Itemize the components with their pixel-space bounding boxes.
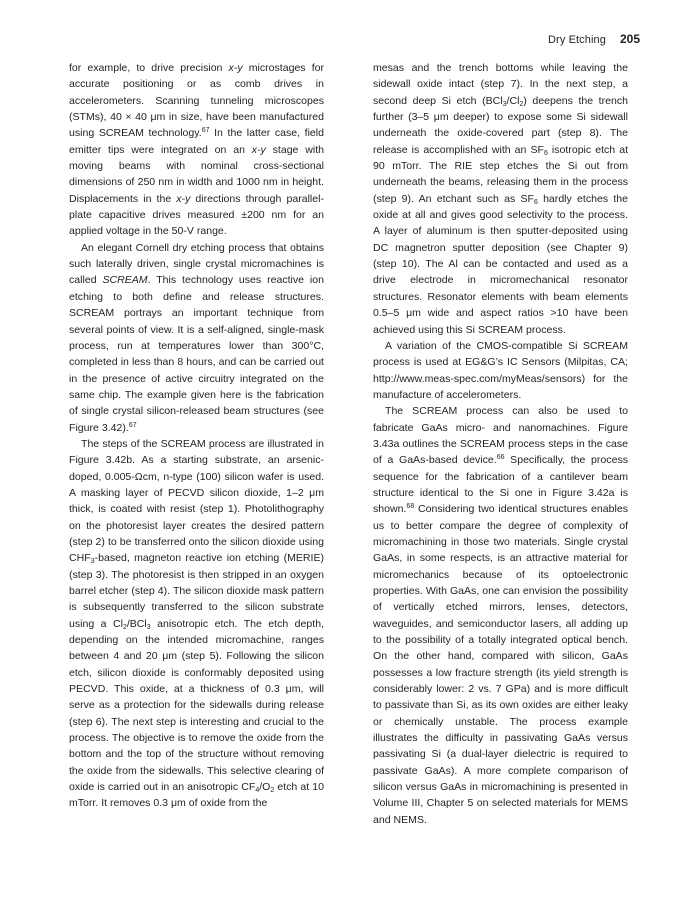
paragraph-scream-intro: An elegant Cornell dry etching process that obtains such laterally driven, single crystal micromachines is called SCREAM. This technology uses reactive ion etching to both define and release structures. SCREAM portrays an important technique from several points of view. It is a self-aligned, single-mask process, run at temperatures lower than 300°C, completed in less than 8 hours, and can be carried out in the presence of active circuitry integrated on the same chip. The example given here is the fabrication of single crystal silicon-released beam structures (see Figure 3.42).$^{67}$ xyxy=(69,241,324,434)
paragraph-gaas: The SCREAM process can also be used to fabricate GaAs micro- and nanomachines. Figure 3.43a outlines the SCREAM process steps in the case of a GaAs-based device.$^{66}$ Specifically, the process sequence for the fabrication of a cantilever beam structure identical to the Si one in Figure 3.42a is shown.$^{68}$ Considering two identical structures enables us to better compare the degree of complexity of micromachining in those two materials. Single crystal GaAs, in some respects, is an attractive material for micromechanics because of its optoelectronic properties. With GaAs, one can envision the possibility of vertically etched mirrors, lenses, detectors, waveguides, and semiconductor lasers, all adding up to the possibility of a totally integrated optical bench. On the other hand, compared with silicon, GaAs possesses a low fracture strength (its yield strength is considerably lower: 2 vs. 7 GPa) and is more difficult to passivate than Si, as its own oxides are either leaky or chemically unstable. The process example illustrates the difficulty in passivating GaAs versus passivating Si (a dual-layer dielectric is required to passivate GaAs). A more complete comparison of silicon versus GaAs in micromachining is presented in Volume III, Chapter 5 on selected materials for MEMS and NEMS. xyxy=(373,405,628,826)
right-column xyxy=(373,60,628,828)
paragraph-scream-steps: The steps of the SCREAM process are illustrated in Figure 3.42b. As a starting substrate, an arsenic-doped, 0.005-Ωcm, n-type (100) silicon wafer is used. A masking layer of PECVD silicon dioxide, 1–2 μm thick, is coated with resist (step 1). Photolithography on the photoresist layer creates the desired pattern (step 2) to be transferred onto the silicon dioxide using $CHF_3$-based, magneton reactive ion etching (MERIE) (step 3). The photoresist is then stripped in an oxygen barrel etcher (step 4). The silicon dioxide mask pattern is subsequently transferred to the silicon substrate using a $Cl_2/BCl_3$ anisotropic etch. The etch depth, depending on the intended micromachine, ranges between 4 and 20 μm (step 5). Following the silicon etch, silicon dioxide is conformably deposited using PECVD. This oxide, at a thickness of 0.3 μm, will serve as a protection for the sidewalls during release (step 6). The next step is interesting and crucial to the process. The objective is to remove the oxide from the bottom and the top of the structure without removing the oxide from the sidewalls. This selective clearing of oxide is carried out in an anisotropic $CF_4/O_2$ etch at 10 mTorr. It removes 0.3 μm of oxide from the xyxy=(69,437,325,810)
paragraph-scream-release: mesas and the trench bottoms while leaving the sidewall oxide intact (step 7). In the next step, a second deep Si etch $(BCl_3/Cl_2)$ deepens the trench further (3–5 μm deeper) to expose some Si sidewall underneath the oxide-covered part (step 8). The release is accomplished with an $SF_6$ isotropic etch at 90 mTorr. The RIE step etches the Si out from underneath the beams, releasing them in the process (step 9). An etchant such as $SF_6$ hardly etches the oxide at all and gives good selectivity to the process. A layer of aluminum is then sputter-deposited using DC magnetron sputter deposition (see Chapter 9) (step 10). The Al can be contacted and used as a drive electrode in micromechanical resonator structures. Resonator elements with beam elements 0.5–5 μm wide and aspect ratios >10 have been achieved using this Si SCREAM process. xyxy=(373,62,629,336)
page-header xyxy=(548,32,640,46)
running-head: Dry Etching xyxy=(548,34,606,46)
paragraph-stm: for example, to drive precision x-y microstages for accurate positioning or as comb drives in accelerometers. Scanning tunneling microscopes (STMs), 40 × 40 μm in size, have been manufactured using SCREAM technology.$^{67}$ In the latter case, field emitter tips were integrated on an x-y stage with moving beams with nominal cross-sectional dimensions of 250 nm in width and 1000 nm in height. Displacements in the x-y directions through parallel-plate capacitive drives measured ±200 nm for an applied voltage in the 50-V range. xyxy=(69,62,324,238)
page-number: 205 xyxy=(619,32,640,46)
paragraph-cmos-variation: A variation of the CMOS-compatible Si SCREAM process is used at EG&G’s IC Sensors (Milpitas, CA; http://www.meas-spec.com/myMeas/sensors) for the manufacture of accelerometers. xyxy=(373,339,628,401)
left-column xyxy=(69,60,324,812)
